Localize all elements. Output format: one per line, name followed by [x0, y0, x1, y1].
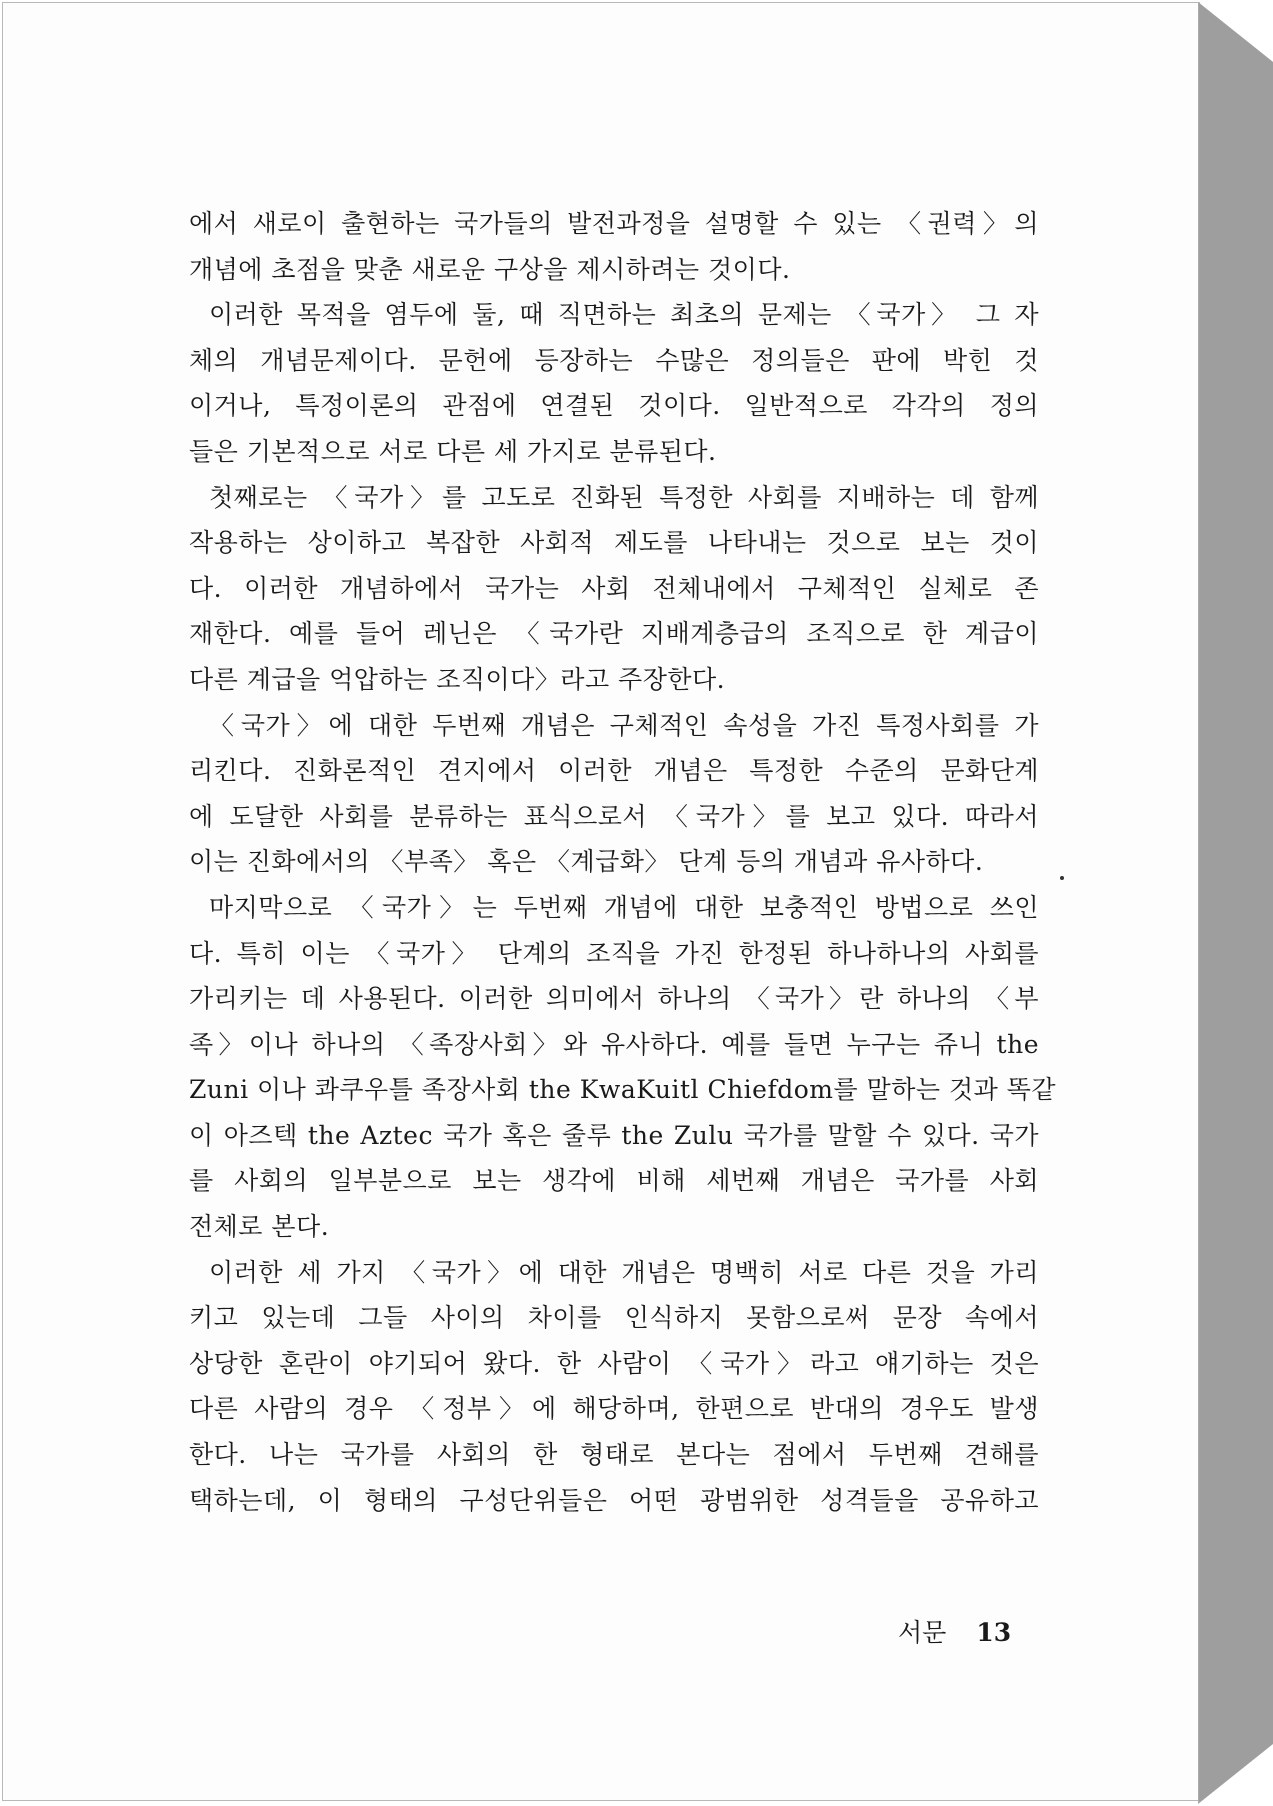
body-line: 리킨다. 진화론적인 견지에서 이러한 개념은 특정한 수준의 문화단계	[189, 756, 1039, 786]
body-line: 이러한 세 가지 〈국가〉에 대한 개념은 명백히 서로 다른 것을 가리	[209, 1257, 1039, 1287]
body-line: 택하는데, 이 형태의 구성단위들은 어떤 광범위한 성격들을 공유하고	[189, 1485, 1039, 1515]
body-line: 다. 이러한 개념하에서 국가는 사회 전체내에서 구체적인 실체로 존	[189, 573, 1039, 603]
body-line: 한다. 나는 국가를 사회의 한 형태로 본다는 점에서 두번째 견해를	[189, 1440, 1039, 1470]
body-line: 전체로 본다.	[189, 1212, 330, 1242]
book-page-edge	[1198, 2, 1273, 1804]
book-page	[2, 2, 1200, 1801]
page-body	[189, 201, 1057, 1523]
body-line: 이거나, 특정이론의 관점에 연결된 것이다. 일반적으로 각각의 정의	[189, 391, 1039, 421]
body-line: 이러한 목적을 염두에 둘, 때 직면하는 최초의 문제는 〈국가〉 그 자	[209, 300, 1039, 330]
body-line: 족〉이나 하나의 〈족장사회〉와 유사하다. 예를 들면 누구는 쥬니 the	[189, 1029, 1039, 1059]
body-line: 다. 특히 이는 〈국가〉 단계의 조직을 가진 한정된 하나하나의 사회를	[189, 938, 1039, 968]
footer-section-title: 서문	[898, 1618, 947, 1647]
page-edge-shape	[1198, 2, 1273, 1804]
body-line: 키고 있는데 그들 사이의 차이를 인식하지 못함으로써 문장 속에서	[189, 1303, 1039, 1333]
body-line: 다른 사람의 경우 〈정부〉에 해당하며, 한편으로 반대의 경우도 발생	[189, 1394, 1039, 1424]
body-line: 이는 진화에서의 〈부족〉 혹은 〈계급화〉 단계 등의 개념과 유사하다.	[189, 847, 984, 877]
page-footer	[898, 1613, 1011, 1649]
body-line: 첫째로는 〈국가〉를 고도로 진화된 특정한 사회를 지배하는 데 함께	[209, 482, 1039, 512]
body-line: 체의 개념문제이다. 문헌에 등장하는 수많은 정의들은 판에 박힌 것	[189, 345, 1039, 375]
body-line: Zuni 이나 콰쿠우틀 족장사회 the KwaKuitl Chiefdom를 말하는 것과 똑같	[189, 1075, 1057, 1105]
body-line: 이 아즈텍 the Aztec 국가 혹은 줄루 the Zulu 국가를 말할 수 있다. 국가	[189, 1120, 1039, 1150]
body-line: 상당한 혼란이 야기되어 왔다. 한 사람이 〈국가〉라고 얘기하는 것은	[189, 1348, 1039, 1378]
body-line: 들은 기본적으로 서로 다른 세 가지로 분류된다.	[189, 436, 717, 466]
body-line: 다른 계급을 억압하는 조직이다〉라고 주장한다.	[189, 664, 726, 694]
body-line: 〈국가〉에 대한 두번째 개념은 구체적인 속성을 가진 특정사회를 가	[209, 710, 1039, 740]
body-line: 를 사회의 일부분으로 보는 생각에 비해 세번째 개념은 국가를 사회	[189, 1166, 1039, 1196]
body-line: 마지막으로 〈국가〉는 두번째 개념에 대한 보충적인 방법으로 쓰인	[209, 892, 1039, 922]
body-line: 에 도달한 사회를 분류하는 표식으로서 〈국가〉를 보고 있다. 따라서	[189, 801, 1039, 831]
body-line: 재한다. 예를 들어 레닌은 〈국가란 지배계층급의 조직으로 한 계급이	[189, 619, 1039, 649]
body-line: 에서 새로이 출현하는 국가들의 발전과정을 설명할 수 있는 〈권력〉의	[189, 209, 1039, 238]
body-line: 작용하는 상이하고 복잡한 사회적 제도를 나타내는 것으로 보는 것이	[189, 528, 1039, 558]
print-speck	[1060, 876, 1064, 880]
page-number: 13	[976, 1618, 1012, 1647]
body-line: 가리키는 데 사용된다. 이러한 의미에서 하나의 〈국가〉란 하나의 〈부	[189, 984, 1039, 1014]
body-line: 개념에 초점을 맞춘 새로운 구상을 제시하려는 것이다.	[189, 254, 791, 284]
